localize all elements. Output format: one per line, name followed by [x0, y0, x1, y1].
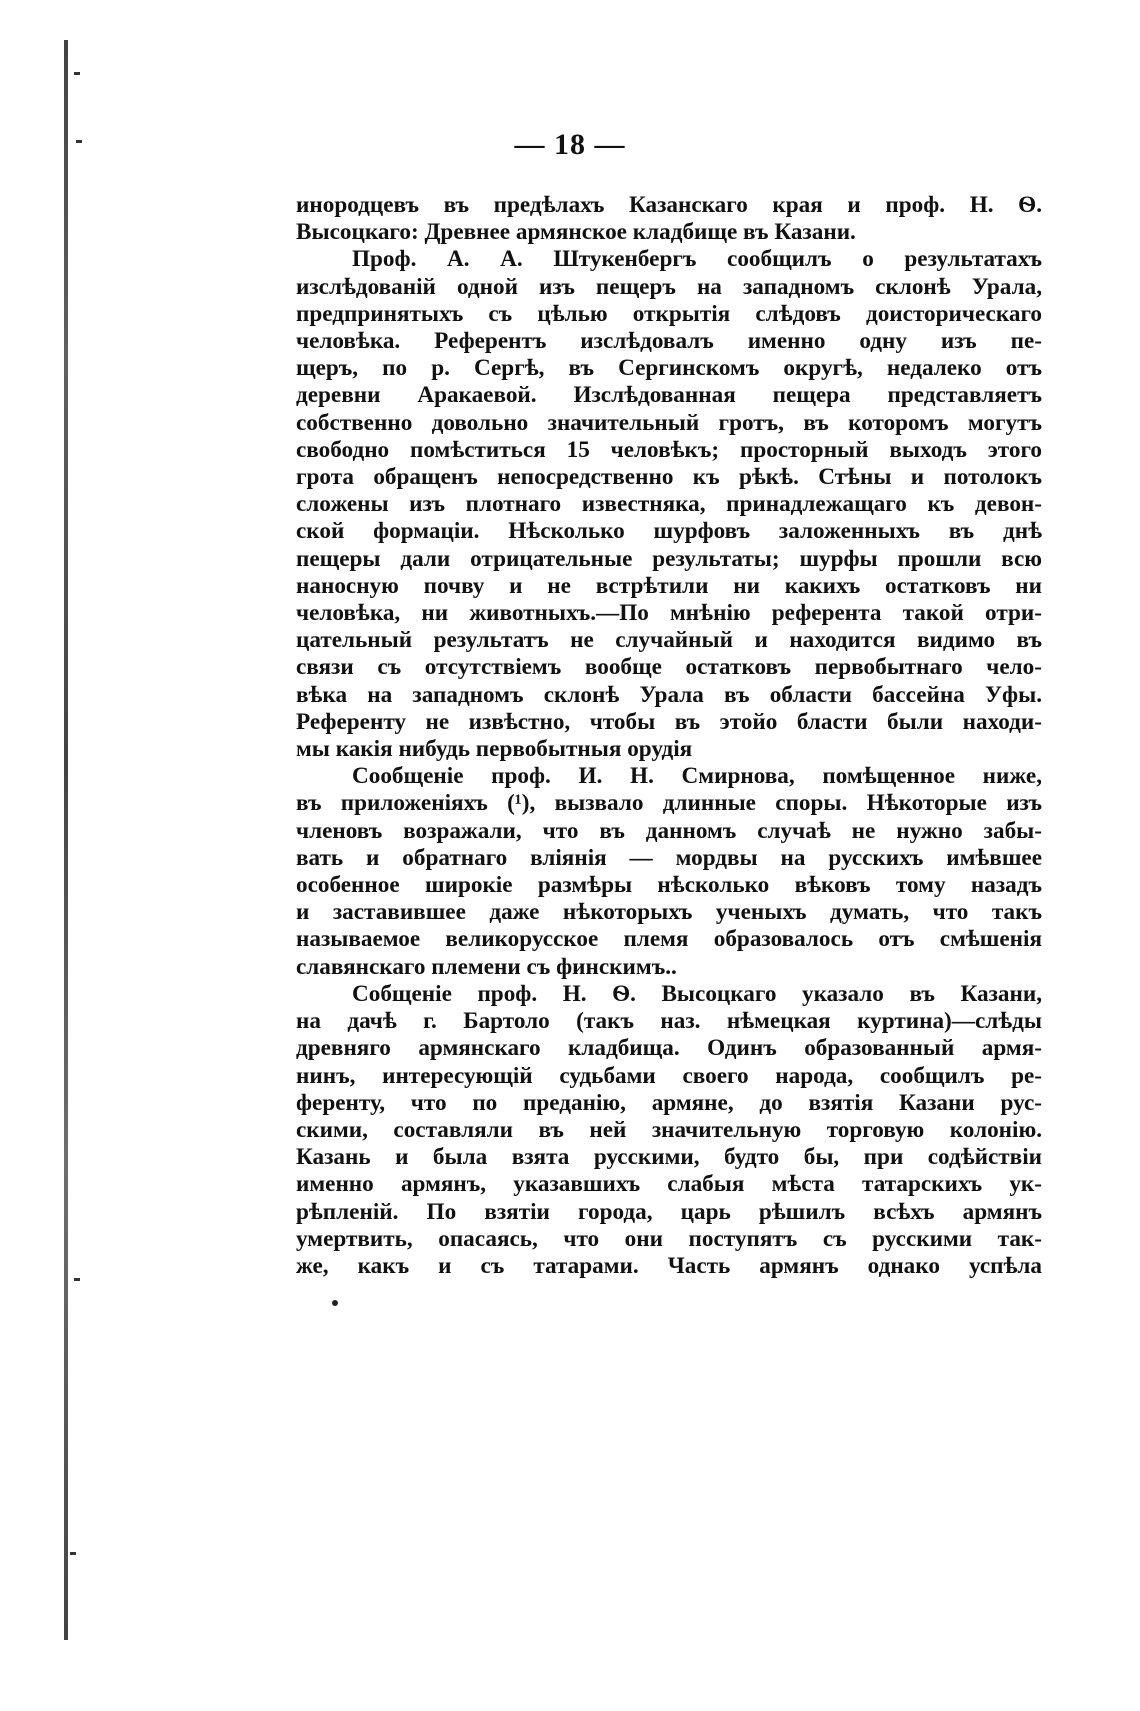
body-text: [296, 192, 1042, 1280]
text-line: человѣка. Референтъ изслѣдовалъ именно одну изъ пе-: [296, 328, 1042, 355]
text-line: на дачѣ г. Бартоло (такъ наз. нѣмецкая куртина)—слѣды: [296, 1008, 1042, 1035]
text-line: собственно довольно значительный гротъ, въ которомъ могутъ: [296, 409, 1042, 436]
text-line: умертвить, опасаясь, что они поступятъ съ русскими так-: [296, 1225, 1042, 1252]
text-line: древняго армянскаго кладбища. Одинъ образованный армя-: [296, 1035, 1042, 1062]
text-line: ской формаціи. Нѣсколько шурфовъ заложенныхъ въ днѣ: [296, 518, 1042, 545]
binding-edge: [64, 40, 68, 1640]
text-line: предпринятыхъ съ цѣлью открытія слѣдовъ доисторическаго: [296, 300, 1042, 327]
text-line: же, какъ и съ татарами. Часть армянъ однако успѣла: [296, 1252, 1042, 1279]
text-line: въ приложеніяхъ (¹), вызвало длинные споры. Нѣкоторые изъ: [296, 790, 1042, 817]
text-line: инородцевъ въ предѣлахъ Казанскаго края и проф. Н. Ѳ.: [296, 192, 1042, 218]
edge-speck: [70, 1552, 76, 1555]
text-line: Референту не извѣстно, чтобы въ этойо бласти были находи-: [296, 708, 1042, 735]
text-line: человѣка, ни животныхъ.—По мнѣнію референта такой отри-: [296, 600, 1042, 627]
text-line: славянскаго племени съ финскимъ..: [296, 953, 677, 980]
text-line: наносную почву и не встрѣтили ни какихъ остатковъ ни: [296, 572, 1042, 599]
text-line: щеръ, по р. Сергѣ, въ Сергинскомъ округѣ, недалеко отъ: [296, 355, 1042, 382]
text-line: Сообщеніе проф. И. Н. Смирнова, помѣщенное ниже,: [352, 763, 1042, 790]
text-line: вѣка на западномъ склонѣ Урала въ области бассейна Уфы.: [296, 681, 1042, 708]
text-line: ференту, что по преданію, армяне, до взятія Казани рус-: [296, 1089, 1042, 1116]
text-line: Казань и была взята русскими, будто бы, при содѣйствіи: [296, 1144, 1042, 1171]
text-line: грота обращенъ непосредственно къ рѣкѣ. Стѣны и потолокъ: [296, 464, 1042, 491]
text-line: связи съ отсутствіемъ вообще остатковъ первобытнаго чело-: [296, 654, 1042, 681]
text-line: мы какія нибудь первобытныя орудія: [296, 736, 693, 763]
text-line: Высоцкаго: Древнее армянское кладбище въ Казани.: [296, 219, 856, 246]
text-line: скими, составляли въ ней значительную торговую колонію.: [296, 1116, 1042, 1143]
text-line: Собщеніе проф. Н. Ѳ. Высоцкаго указало въ Казани,: [352, 980, 1042, 1007]
text-line: деревни Аракаевой. Изслѣдованная пещера представляетъ: [296, 382, 1042, 409]
text-line: свободно помѣститься 15 человѣкъ; просторный выходъ этого: [296, 436, 1042, 463]
text-line: вать и обратнаго вліянія — мордвы на русскихъ имѣвшее: [296, 844, 1042, 871]
text-line: изслѣдованій одной изъ пещеръ на западномъ склонѣ Урала,: [296, 273, 1042, 300]
edge-speck: [74, 72, 80, 75]
text-line: рѣпленій. По взятіи города, царь рѣшилъ всѣхъ армянъ: [296, 1198, 1042, 1225]
text-line: пещеры дали отрицательные результаты; шурфы прошли всю: [296, 545, 1042, 572]
page-number: — 18 —: [514, 128, 626, 161]
edge-speck: [74, 1278, 80, 1281]
text-line: цательный результатъ не случайный и находится видимо въ: [296, 627, 1042, 654]
text-line: именно армянъ, указавшихъ слабыя мѣста татарскихъ ук-: [296, 1171, 1042, 1198]
text-line: и заставившее даже нѣкоторыхъ ученыхъ думать, что такъ: [296, 899, 1042, 926]
stray-mark: [332, 1300, 338, 1306]
text-line: Проф. А. А. Штукенбергъ сообщилъ о результатахъ: [352, 246, 1042, 273]
text-line: называемое великорусское племя образовалось отъ смѣшенія: [296, 926, 1042, 953]
text-line: членовъ возражали, что въ данномъ случаѣ не нужно забы-: [296, 817, 1042, 844]
text-line: нинъ, интересующій судьбами своего народа, сообщилъ ре-: [296, 1062, 1042, 1089]
text-line: особенное широкіе размѣры нѣсколько вѣковъ тому назадъ: [296, 872, 1042, 899]
text-line: сложены изъ плотнаго известняка, принадлежащаго къ девон-: [296, 491, 1042, 518]
